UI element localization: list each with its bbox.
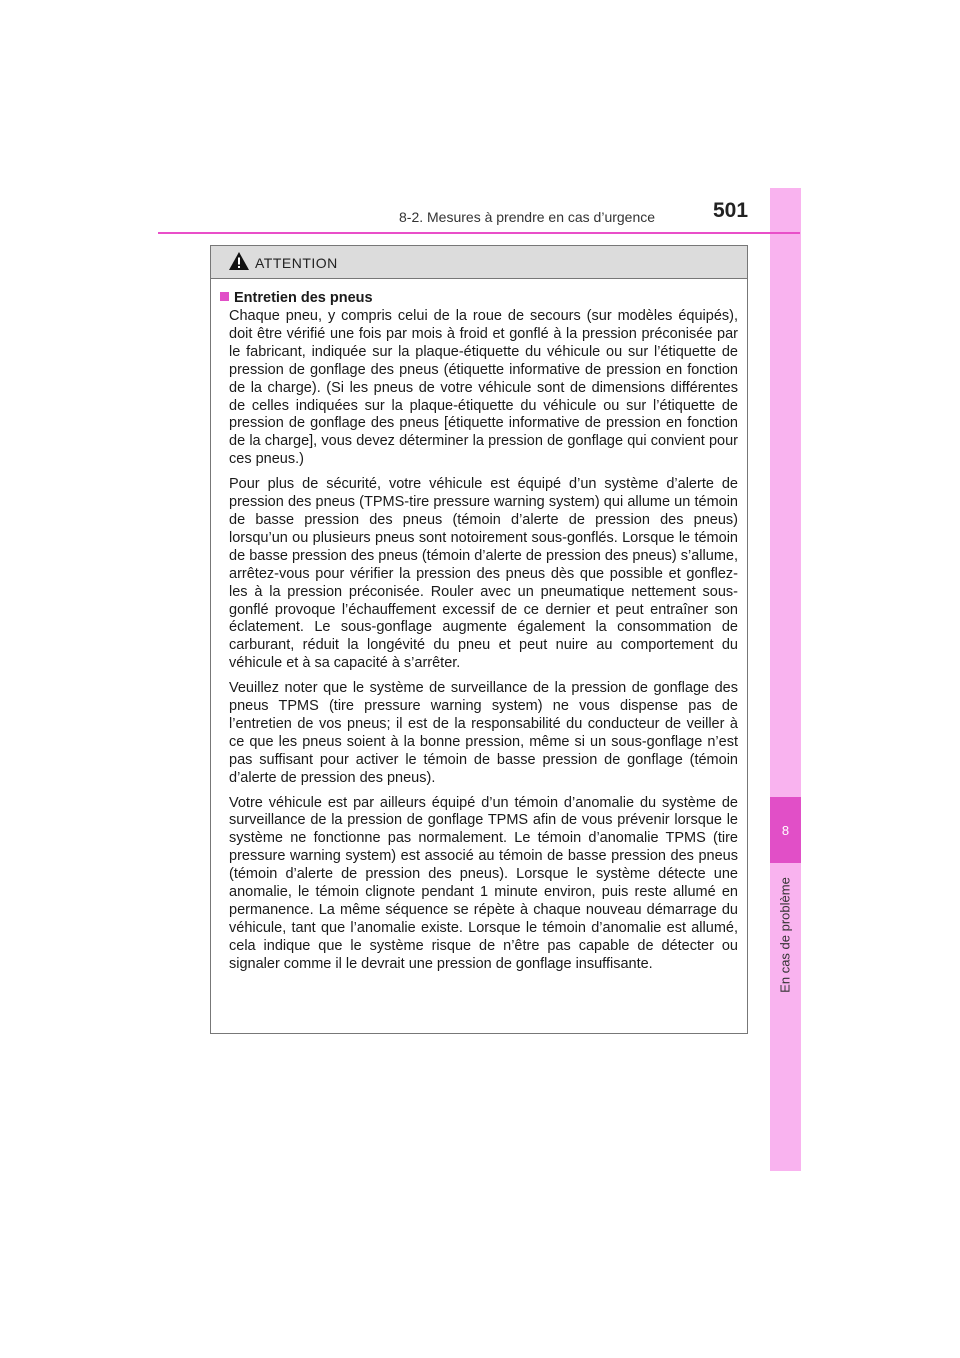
warning-title: ATTENTION (255, 255, 338, 271)
page-number: 501 (713, 199, 749, 222)
header-rule (158, 232, 800, 234)
section-title: 8-2. Mesures à prendre en cas d’urgence (399, 209, 656, 225)
chapter-number: 8 (781, 822, 790, 838)
warning-triangle-icon (228, 251, 250, 271)
warning-paragraph-1: Chaque pneu, y compris celui de la roue de secours (sur modèles équipés), doit être vérifié une fois par mois à froid et gonflé à la pression préconisée par le fabricant, indiquée sur la plaque-étiquette du véhicule ou sur l’étiquette de pression de gonflage des pneus (étiquette informative de pression en fonction de la charge). (Si les pneus de votre véhicule sont de dimensions différentes de celles indiquées sur la plaque-étiquette du véhicule ou sur l’étiquette de pression de gonflage des pneus [étiquette informative de pression en fonction de la charge], vous devez déterminer la pression de gonflage qui convient pour ces pneus.) (229, 308, 738, 468)
side-tab (770, 188, 801, 1171)
warning-heading (220, 290, 738, 306)
warning-paragraph-4: Votre véhicule est par ailleurs équipé d’un témoin d’anomalie du système de surveillance de la pression de gonflage TPMS afin de vous prévenir lorsque le système ne fonctionne pas normalement. Le témoin d’anomalie TPMS (tire pressure warning system) est associé au témoin de basse pression des pneus (témoin d’alerte de pression des pneus). Lorsque le système détecte une anomalie, le témoin clignote pendant 1 minute environ, puis reste allumé en permanence. La même séquence se répète à chaque nouveau démarrage du véhicule, tant que l’anomalie existe. Lorsque le témoin d’anomalie est allumé, cela indique que le système risque de n’être pas capable de détecter ou signaler comme il le devrait une pression de gonflage insuffisante. (229, 794, 738, 972)
square-bullet-icon (220, 292, 229, 301)
warning-header (211, 246, 747, 279)
warning-paragraph-3: Veuillez noter que le système de surveillance de la pression de gonflage des pneus TPMS (tire pressure warning system) ne vous dispense pas de l’entretien de vos pneus; il est de la responsabilité du conducteur de veiller à ce que les pneus soient à la bonne pression, même si un sous-gonflage n’est pas suffisant pour activer le témoin de basse pression de gonflage (témoin d’alerte de pression des pneus). (229, 680, 738, 786)
warning-box (210, 245, 748, 1034)
warning-heading-text: Entretien des pneus (234, 290, 373, 306)
chapter-number-tab (770, 797, 801, 863)
chapter-label: En cas de problème (777, 877, 793, 993)
warning-content (211, 279, 747, 974)
warning-paragraph-2: Pour plus de sécurité, votre véhicule est équipé d’un système d’alerte de pression des pneus (TPMS-tire pressure warning system) qui allume un témoin de basse pression des pneus (témoin d’alerte de pression des pneus) lorsqu’un ou plusieurs pneus sont notoirement sous-gonflés. Lorsque le témoin de basse pression des pneus (témoin d’alerte de pression des pneus) s’allume, arrêtez-vous pour vérifier la pression des pneus dès que possible et gonflez-les à la pression préconisée. Rouler avec un pneumatique nettement sous-gonflé provoque l’échauffement excessif de ce dernier et peut entraîner son éclatement. Le sous-gonflage augmente également la consommation de carburant, réduit la longévité du pneu et peut nuire au comportement du véhicule et à sa capacité à s’arrêter. (229, 476, 738, 672)
